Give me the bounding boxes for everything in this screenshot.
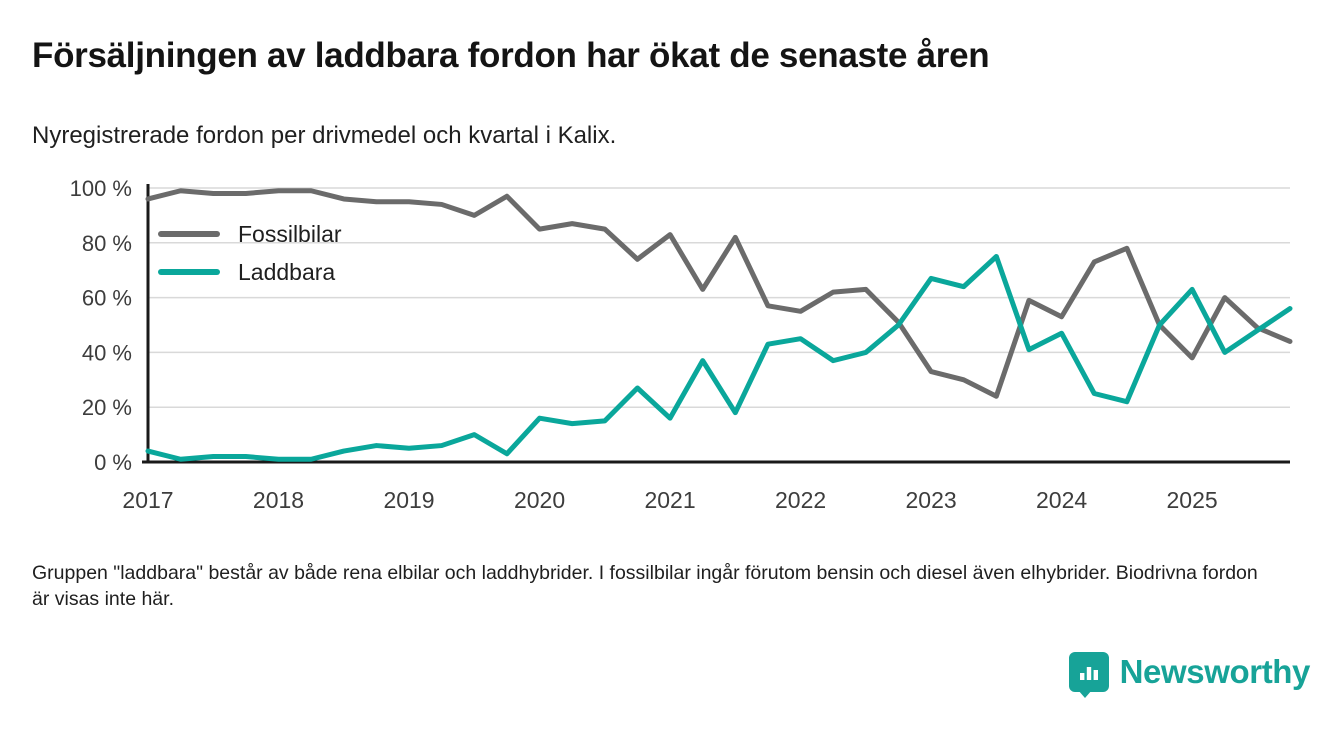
chart-legend <box>158 215 458 291</box>
x-tick-label: 2021 <box>644 487 696 513</box>
x-tick-label: 2019 <box>383 487 435 513</box>
x-tick-label: 2017 <box>122 487 174 513</box>
x-tick-label: 2022 <box>774 487 827 513</box>
y-tick-label: 60 % <box>81 285 132 311</box>
legend-label-fossilbilar: Fossilbilar <box>238 220 342 247</box>
x-tick-label: 2025 <box>1166 487 1218 513</box>
brand-logo <box>1069 652 1310 692</box>
chart-container <box>0 170 1340 520</box>
y-tick-label: 20 % <box>81 395 132 421</box>
page-subtitle: Nyregistrerade fordon per drivmedel och kvartal i Kalix. <box>32 122 617 149</box>
page-title: Försäljningen av laddbara fordon har ökat de senaste åren <box>32 36 990 75</box>
legend-label-laddbara: Laddbara <box>238 258 336 285</box>
x-tick-label: 2018 <box>252 487 305 513</box>
x-tick-label: 2023 <box>905 487 957 513</box>
y-tick-label: 100 % <box>69 176 132 201</box>
legend-swatch-laddbara <box>158 269 220 275</box>
brand-name: Newsworthy <box>1119 653 1310 690</box>
bar-chart-icon <box>1069 652 1109 692</box>
y-tick-label: 40 % <box>81 340 132 366</box>
x-tick-label: 2024 <box>1036 487 1088 513</box>
y-tick-label: 0 % <box>94 450 132 475</box>
legend-item-laddbara <box>158 253 458 291</box>
chart-footnote: Gruppen "laddbara" består av både rena elbilar och laddhybrider. I fossilbilar ingår förutom bensin och diesel även elhybrider. Biodrivna fordon är visas inte här. <box>32 562 1258 611</box>
legend-item-fossilbilar <box>158 215 458 253</box>
y-tick-label: 80 % <box>81 230 132 256</box>
x-tick-label: 2020 <box>513 487 566 513</box>
legend-swatch-fossilbilar <box>158 231 220 237</box>
